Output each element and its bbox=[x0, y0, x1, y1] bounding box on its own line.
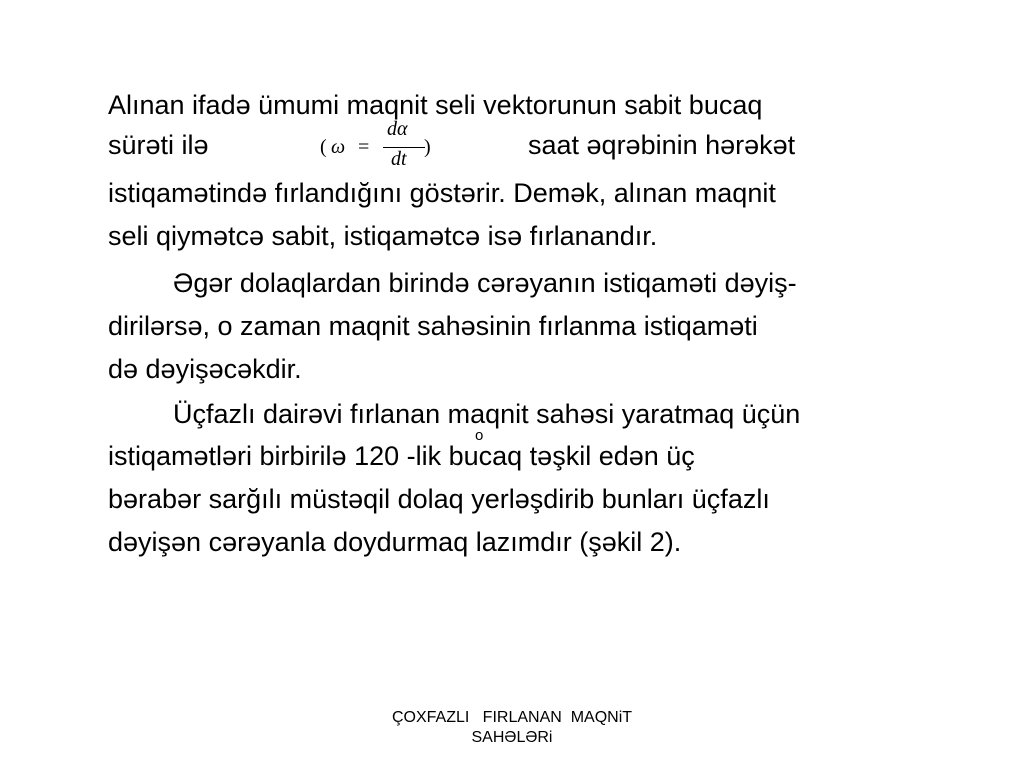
angular-velocity-formula bbox=[320, 118, 440, 178]
formula-open-paren: ( bbox=[320, 136, 327, 158]
degree-symbol: o bbox=[475, 427, 484, 444]
paragraph-3-line-4: dəyişən cərəyanla doydurmaq lazımdır (şəkil 2). bbox=[108, 527, 682, 557]
paragraph-1-line-2-start: sürəti ilə bbox=[108, 130, 209, 160]
paragraph-1-line-1: Alınan ifadə ümumi maqnit seli vektorunun sabit bucaq bbox=[108, 90, 763, 120]
slide-footer bbox=[312, 708, 712, 748]
formula-close-paren: ) bbox=[424, 136, 431, 158]
paragraph-2-line-3: də dəyişəcəkdir. bbox=[108, 354, 302, 384]
paragraph-3-line-2: istiqamətləri birbirilə 120 -lik bucaq təşkil edən üç bbox=[108, 441, 695, 471]
formula-omega: ω bbox=[331, 136, 346, 158]
footer-line-2: SAHƏLƏRi bbox=[471, 729, 553, 746]
footer-line-1: ÇOXFAZLI FIRLANAN MAQNiT bbox=[391, 709, 633, 726]
formula-numerator: dα bbox=[387, 118, 408, 140]
paragraph-3-line-3: bərabər sarğılı müstəqil dolaq yerləşdirib bunları üçfazlı bbox=[108, 484, 770, 514]
paragraph-1-line-2-end: saat əqrəbinin hərəkət bbox=[528, 130, 796, 160]
formula-denominator: dt bbox=[391, 148, 407, 170]
paragraph-2-line-2: dirilərsə, o zaman maqnit sahəsinin fırlanma istiqaməti bbox=[108, 311, 758, 341]
formula-equals: = bbox=[358, 136, 370, 158]
paragraph-2-line-1: Əgər dolaqlardan birində cərəyanın istiqaməti dəyiş- bbox=[173, 268, 797, 298]
paragraph-3-line-1: Üçfazlı dairəvi fırlanan maqnit sahəsi yaratmaq üçün bbox=[173, 399, 801, 429]
paragraph-1-line-3: istiqamətində fırlandığını göstərir. Demək, alınan maqnit bbox=[108, 178, 776, 208]
paragraph-1-line-4: seli qiymətcə sabit, istiqamətcə isə fırlanandır. bbox=[108, 221, 658, 251]
